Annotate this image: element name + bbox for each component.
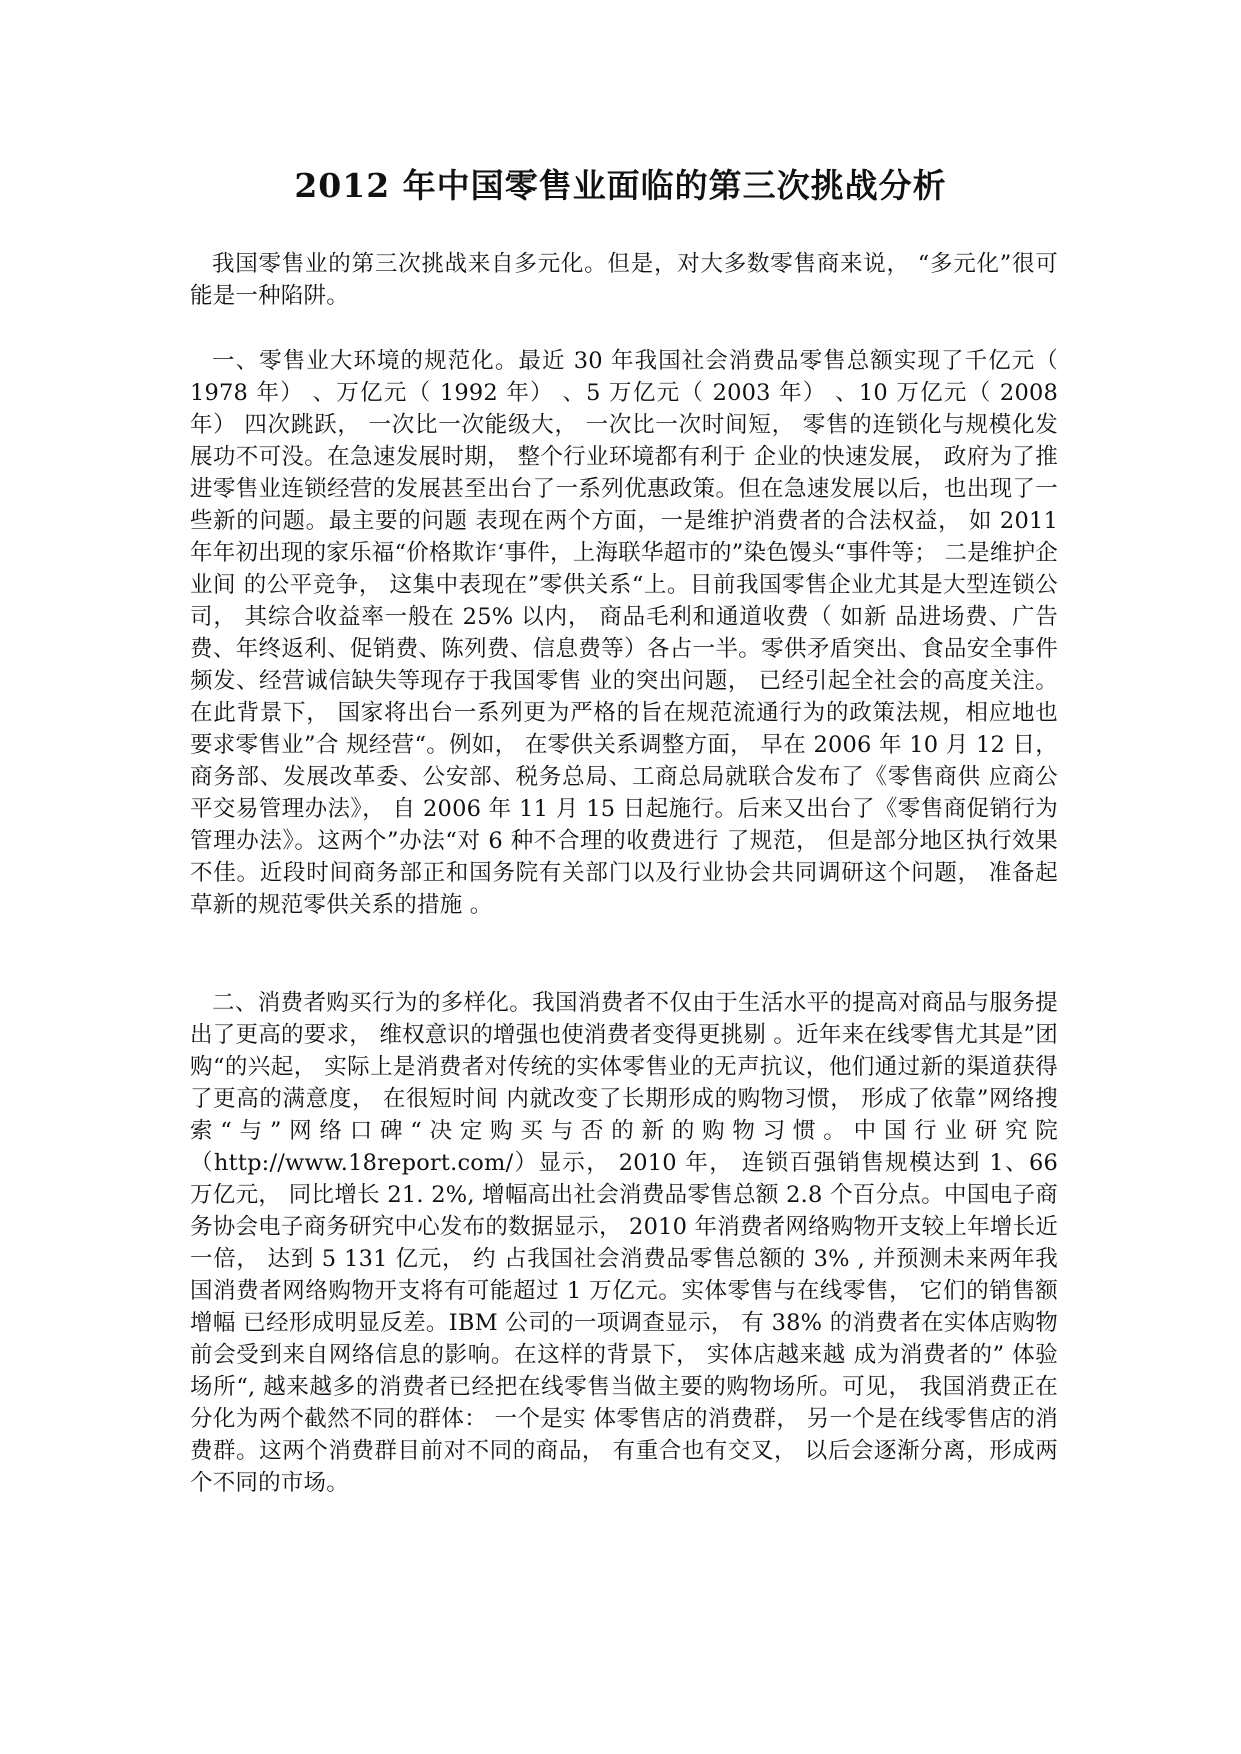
section-two-paragraph: 二、消费者购买行为的多样化。我国消费者不仅由于生活水平的提高对商品与服务提出了更高的要求， 维权意识的增强也使消费者变得更挑剔 。近年来在线零售尤其是”团购“的兴起， 实际上是消费者对传统的实体零售业的无声抗议，他们通过新的渠道获得了更高的满意度， 在很短时间 内就改变了长期形成的购物习惯， 形成了依靠”网络搜索“与”网络口碑“决定购买与否的新的购物习惯。中国行业研究院 （http://www.18report.com/）显示， 2010 年， 连锁百强销售规模达到 1、66 万亿元， 同比增长 21. 2%, 增幅高出社会消费品零售总额 2.8 个百分点。中国电子商务协会电子商务研究中心发布的数据显示， 2010 年消费者网络购物开支较上年增长近一倍， 达到 5 131 亿元， 约 占我国社会消费品零售总额的 3% , 并预测未来两年我国消费者网络购物开支将有可能超过 1 万亿元。实体零售与在线零售， 它们的销售额增幅 已经形成明显反差。IBM 公司的一项调查显示， 有 38% 的消费者在实体店购物前会受到来自网络信息的影响。在这样的背景下， 实体店越来越 成为消费者的” 体验场所“, 越来越多的消费者已经把在线零售当做主要的购物场所。可见， 我国消费正在分化为两个截然不同的群体： 一个是实 体零售店的消费群， 另一个是在线零售店的消费群。这两个消费群目前对不同的商品， 有重合也有交叉， 以后会逐渐分离，形成两个不同的市场。 [190,990,1058,1496]
intro-paragraph: 我国零售业的第三次挑战来自多元化。但是，对大多数零售商来说， “多元化”很可能是一种陷阱。 [190,251,1058,309]
document-title: 2012 年中国零售业面临的第三次挑战分析 [294,166,947,205]
section-one-paragraph: 一、零售业大环境的规范化。最近 30 年我国社会消费品零售总额实现了千亿元（ 1978 年） 、万亿元（ 1992 年） 、5 万亿元（ 2003 年） 、10 万亿元（ 2008 年） 四次跳跃， 一次比一次能级大， 一次比一次时间短， 零售的连锁化与规模化发展功不可没。在急速发展时期， 整个行业环境都有利于 企业的快速发展， 政府为了推进零售业连锁经营的发展甚至出台了一系列优惠政策。但在急速发展以后，也出现了一些新的问题。最主要的问题 表现在两个方面，一是维护消费者的合法权益， 如 2011 年年初出现的家乐福“价格欺诈‘事件，上海联华超市的”染色馒头“事件等； 二是维护企业间 的公平竞争， 这集中表现在”零供关系“上。目前我国零售企业尤其是大型连锁公司， 其综合收益率一般在 25% 以内， 商品毛利和通道收费（ 如新 品进场费、广告费、年终返利、促销费、陈列费、信息费等）各占一半。零供矛盾突出、食品安全事件频发、经营诚信缺失等现存于我国零售 业的突出问题， 已经引起全社会的高度关注。在此背景下， 国家将出台一系列更为严格的旨在规范流通行为的政策法规，相应地也要求零售业”合 规经营“。例如， 在零供关系调整方面， 早在 2006 年 10 月 12 日， 商务部、发展改革委、公安部、税务总局、工商总局就联合发布了《零售商供 应商公平交易管理办法》， 自 2006 年 11 月 15 日起施行。后来又出台了《零售商促销行为管理办法》。这两个”办法“对 6 种不合理的收费进行 了规范， 但是部分地区执行效果不佳。近段时间商务部正和国务院有关部门以及行业协会共同调研这个问题， 准备起草新的规范零供关系的措施 。 [190,348,1058,918]
